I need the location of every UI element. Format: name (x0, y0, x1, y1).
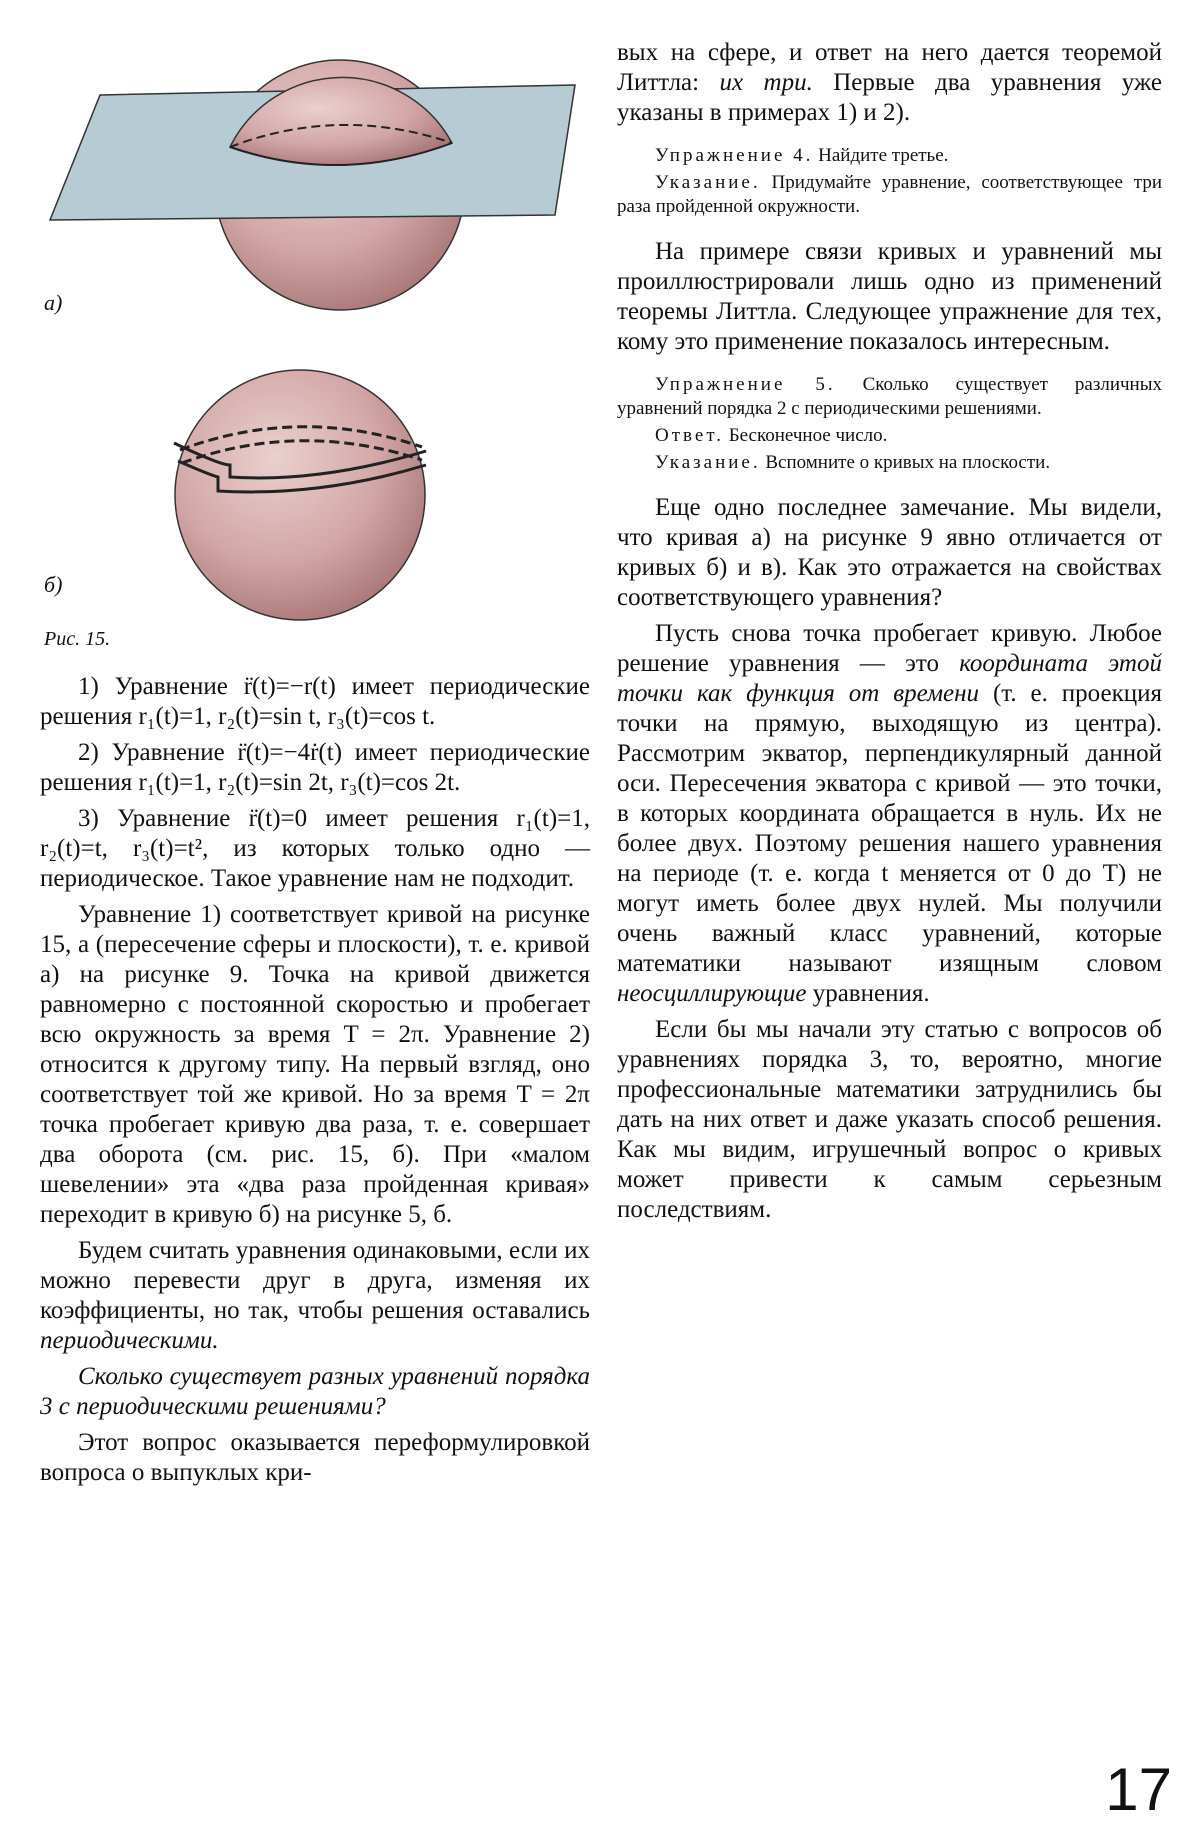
answer-5-text: Бесконечное число. (723, 425, 888, 446)
answer-5 (617, 424, 1162, 448)
little-text: вых на сфере, и ответ на него дается теоремой Литтла: (617, 39, 1162, 96)
equivalence-text: Будем считать уравнения одинаковыми, если их можно перевести друг в друга, изменяя их коэффициенты, но так, чтобы решения оставались (40, 1237, 590, 1324)
right-column (617, 38, 1162, 1231)
non-osc-after: (т. е. проекция точки на прямую, выходящую из центра). Рассмотрим экватор, перпендикулярный данной оси. Пересечения экватора с кривой — это точки, в которых координата обращается в нуль. Их не более двух. Поэтому решения нашего уравнения на периоде (т. е. когда t меняется от 0 до T) не могут иметь более двух нулей. Мы получили очень важный класс уравнений, которые математики называют изящным словом (617, 680, 1162, 977)
paragraph-conclusion: Если бы мы начали эту статью с вопросов об уравнениях порядка 3, то, вероятно, многие профессиональные математики затруднились бы дать на них ответ и даже указать способ решения. Как мы видим, игрушечный вопрос о кривых может привести к самым серьезным последствиям. (617, 1016, 1162, 1223)
sphere-15b (175, 370, 425, 620)
paragraph-example-3: 3) Уравнение r̈(t)=0 имеет решения r₁(t)=1, r₂(t)=t, r₃(t)=t², из которых только одно — периодическое. Такое уравнение нам не подходит. (40, 805, 590, 892)
hint-5-head: Указание. (655, 452, 761, 473)
non-osc-text: Пусть снова точка пробегает кривую. Любое решение уравнения — это (617, 620, 1162, 677)
paragraph-little-theorem (617, 38, 1162, 128)
paragraph-non-oscillating (617, 619, 1162, 1009)
hint-5-text: Вспомните о кривых на плоскости. (760, 452, 1051, 473)
little-after: Первые два уравнения уже указаны в примерах 1) и 2). (617, 69, 1162, 126)
paragraph-question: Сколько существует разных уравнений порядка 3 с периодическими решениями? (40, 1363, 590, 1420)
paragraph-equation-curves: Уравнение 1) соответствует кривой на рисунке 15, а (пересечение сферы и плоскости), т. е. кривой а) на рисунке 9. Точка на кривой движется равномерно с постоянной скоростью и пробегает всю окружность за время T = 2π. Уравнение 2) относится к другому типу. На первый взгляд, оно соответствует той же кривой. Но за время T = 2π точка пробегает кривую два раза, т. е. совершает два оборота (см. рис. 15, б). При «малом шевелении» эта «два раза пройденная кривая» переходит в кривую б) на рисунке 5, б. (40, 901, 590, 1228)
paragraph-example-2: 2) Уравнение r̈(t)=−4ṙ(t) имеет периодические решения r₁(t)=1, r₂(t)=sin 2t, r₃(t)=cos 2t. (40, 739, 590, 796)
non-osc-term: неосциллирующие (617, 980, 807, 1007)
paragraph-application: На примере связи кривых и уравнений мы проиллюстрировали лишь одно из применений теоремы Литтла. Следующее упражнение для тех, кому это применение показалось интересным. (617, 238, 1162, 355)
exercise-5-text: Сколько существует различных уравнений порядка 2 с периодическими решениями. (617, 374, 1162, 419)
figure-label-b: б) (44, 572, 63, 597)
exercise-5-head: Упражнение 5. (655, 374, 836, 395)
exercise-4-head: Упражнение 4. (655, 145, 814, 166)
figure-caption: Рис. 15. (44, 628, 111, 650)
exercise-4-text: Найдите третье. (813, 145, 949, 166)
hint-4 (617, 171, 1162, 219)
figure-15a-sphere-plane (40, 55, 580, 315)
exercise-5 (617, 373, 1162, 421)
hint-4-text: Придумайте уравнение, соответствующее три раза пройденной окружности. (617, 172, 1162, 217)
figure-15b-doubled-curve (160, 365, 440, 625)
equivalence-italic: периодическими. (40, 1327, 219, 1354)
paragraph-equivalence (40, 1236, 590, 1356)
paragraph-reformulation: Этот вопрос оказывается переформулировкой вопроса о выпуклых кри- (40, 1429, 590, 1486)
left-column (40, 672, 590, 1494)
non-osc-end: уравнения. (806, 980, 930, 1007)
answer-5-head: Ответ. (655, 425, 724, 446)
little-italic: их три. (719, 69, 813, 96)
figure-label-a: а) (44, 290, 63, 315)
paragraph-example-1: 1) Уравнение r̈(t)=−r(t) имеет периодические решения r₁(t)=1, r₂(t)=sin t, r₃(t)=cos t. (40, 673, 590, 730)
hint-5 (617, 451, 1162, 475)
page-number: 17 (1105, 1756, 1172, 1823)
non-osc-italic: координата этой точки как функция от времени (617, 650, 1162, 707)
exercise-4 (617, 144, 1162, 168)
paragraph-last-remark: Еще одно последнее замечание. Мы видели, что кривая а) на рисунке 9 явно отличается от кривых б) и в). Как это отражается на свойствах соответствующего уравнения? (617, 494, 1162, 611)
hint-4-head: Указание. (655, 172, 761, 193)
